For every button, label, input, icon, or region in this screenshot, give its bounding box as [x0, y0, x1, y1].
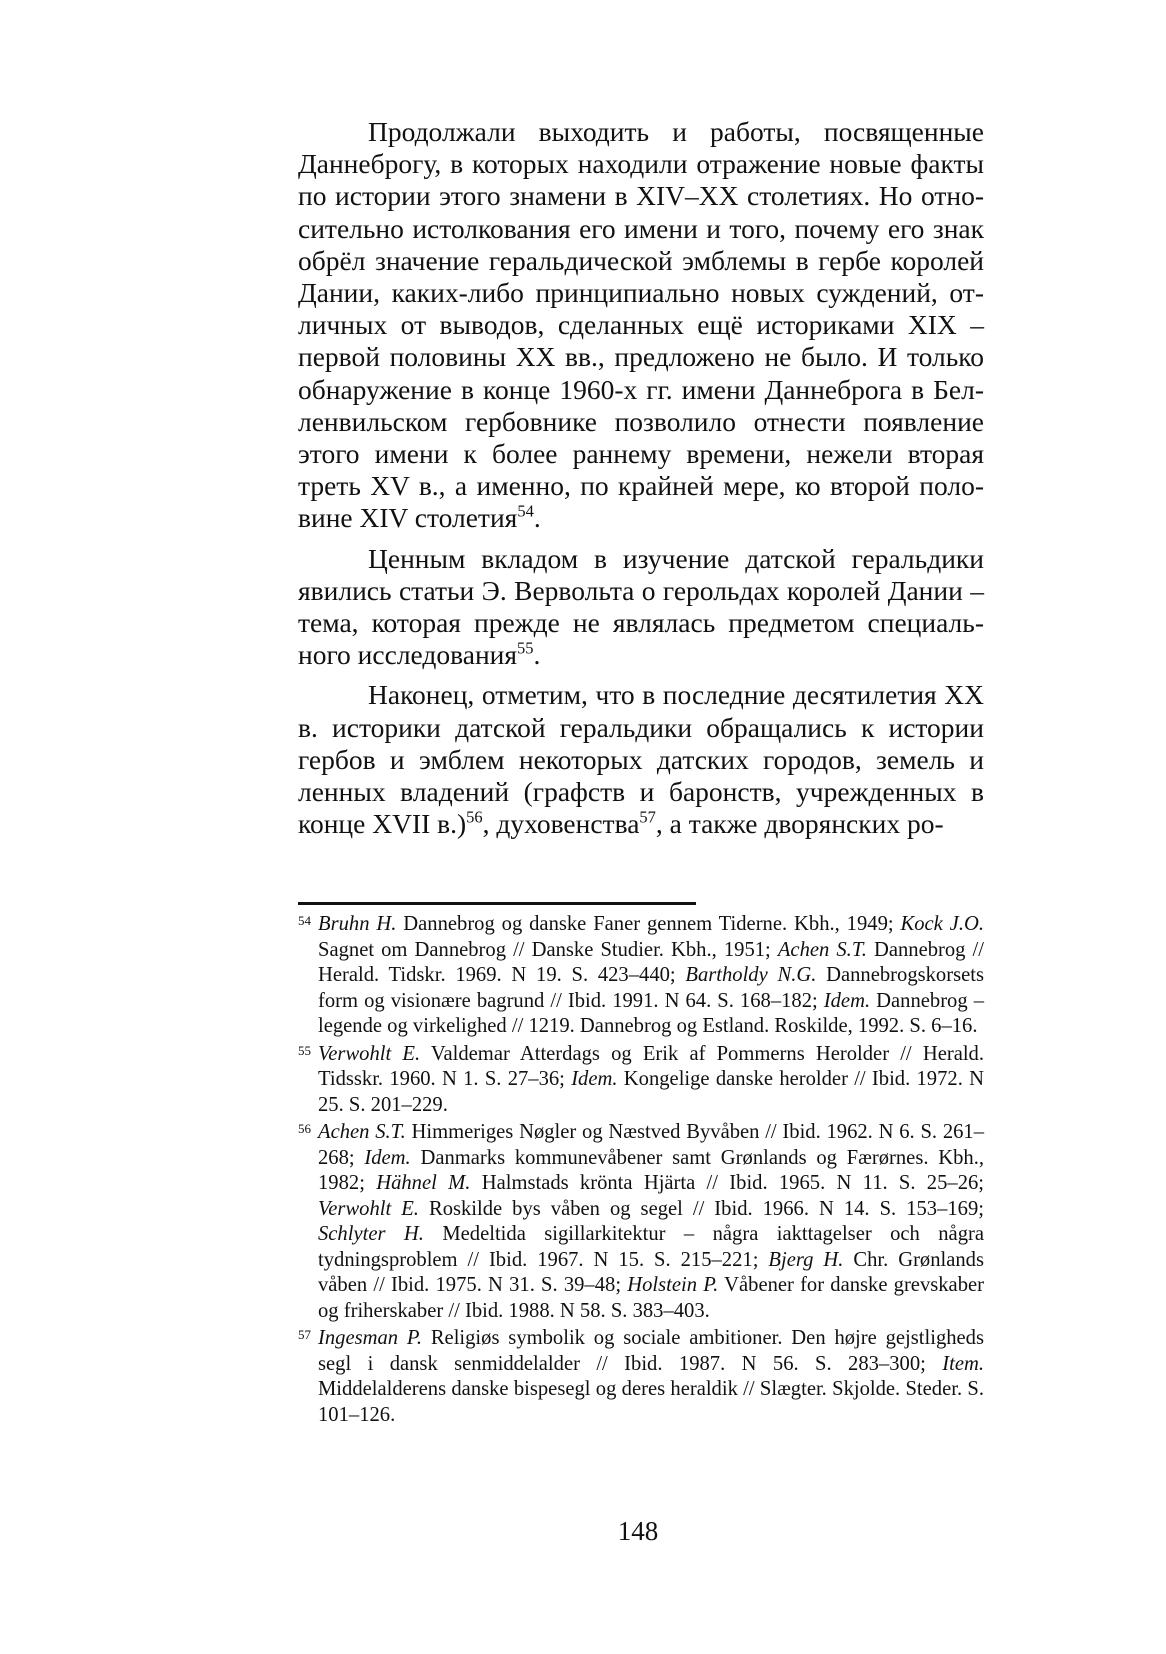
footnote-author: Verwohlt E.: [318, 1197, 419, 1220]
paragraph: [298, 543, 984, 672]
footnote: [298, 1120, 984, 1324]
footnote-text: Chr. Grønlands våben // Ibid. 1975. N 31. S. 39–48;: [318, 1248, 984, 1296]
paragraph-text: , а также дворянских ро-: [655, 808, 944, 840]
footnote-reference: 55: [517, 638, 534, 658]
footnote: [298, 1042, 984, 1119]
paragraph: [298, 116, 984, 535]
footnote-text: Dannebrog og danske Faner gennem Tiderne. Kbh., 1949;: [396, 913, 901, 935]
footnote-author: Item.: [942, 1352, 984, 1375]
footnote-number: 57: [298, 1327, 311, 1342]
footnote-text: Kongelige danske herolder // Ibid. 1972. N 25. S. 201–229.: [318, 1068, 984, 1116]
footnote-author: Idem.: [571, 1068, 618, 1090]
footnote-author: Achen S.T.: [318, 1121, 406, 1143]
footnote-author: Kock J.O.: [900, 913, 984, 935]
footnote-text: Sagnet om Dannebrog // Danske Studier. Kbh., 1951;: [318, 938, 778, 961]
footnote-reference: 54: [517, 501, 534, 521]
footnote-author: Bjerg H.: [768, 1248, 844, 1271]
footnote-text: Valdemar Atterdags og Erik af Pommerns Herolder // Herald. Tidsskr. 1960. N 1. S. 27–36;: [318, 1042, 984, 1090]
footnote-number: 56: [298, 1121, 311, 1136]
paragraph-text: Наконец, отметим, что в последние десятилетия XX в. историки датской геральдики обращались к истории гербов и эмблем некоторых датских городов, земель и ленных владений (графств и баронств, учрежденных в конце XVII в.): [298, 679, 984, 840]
footnote-text: Dannebrog // Herald. Tidskr. 1969. N 19. S. 423–440;: [318, 938, 984, 986]
footnote-reference: 56: [466, 807, 483, 827]
footnote: [298, 1326, 984, 1428]
footnote-text: Danmarks kommunevåbener samt Grønlands og Færørnes. Kbh., 1982;: [318, 1146, 984, 1194]
footnote-author: Hähnel M.: [376, 1172, 471, 1194]
paragraph: [298, 679, 984, 840]
footnote-number: 55: [298, 1042, 311, 1058]
footnote-text: Våbener for danske grevskaber og friherskaber // Ibid. 1988. N 58. S. 383–403.: [318, 1274, 984, 1322]
footnote-number: 54: [298, 913, 311, 928]
paragraph-text: .: [533, 502, 541, 534]
footnote-author: Idem.: [823, 989, 871, 1012]
footnote-text: Religiøs symbolik og sociale ambitioner. Den højre gejstligheds segl i dansk senmiddelalder // Ibid. 1987. N 56. S. 283–300;: [318, 1327, 984, 1375]
footnote-text: Medeltida sigillarkitektur – några iakttagelser och några tydningsproblem // Ibid. 1967. N 15. S. 215–221;: [318, 1223, 984, 1271]
footnote-author: Verwohlt E.: [318, 1042, 421, 1065]
footnote-separator: [298, 902, 696, 905]
footnote-author: Schlyter H.: [318, 1223, 424, 1245]
footnote: [298, 912, 984, 1040]
footnotes: [298, 912, 984, 1430]
footnote-text: Middelalderens danske bispesegl og deres heraldik // Slægter. Skjolde. Steder. S. 101–126.: [318, 1378, 984, 1426]
footnote-text: Roskilde bys våben og segel // Ibid. 1966. N 14. S. 153–169;: [418, 1197, 984, 1220]
footnote-reference: 57: [639, 807, 656, 827]
main-text: [298, 116, 984, 848]
footnote-text: Dannebrog – legende og virkelighed // 1219. Dannebrog og Estland. Roskilde, 1992. S. 6–16.: [318, 989, 984, 1037]
paragraph-text: , духовенства: [482, 808, 640, 840]
footnote-author: Bruhn H.: [318, 913, 397, 935]
paragraph-text: .: [533, 639, 541, 671]
footnote-text: Dannebrogskorsets form og visionære bagrund // Ibid. 1991. N 64. S. 168–182;: [318, 964, 984, 1012]
footnote-author: Holstein P.: [627, 1274, 719, 1296]
footnote-author: Achen S.T.: [777, 938, 867, 961]
footnote-author: Bartholdy N.G.: [685, 964, 817, 986]
paragraph-text: Продолжали выходить и работы, посвященные Даннеброгу, в которых находили отражение новые факты по истории этого знамени в XIV–XX столетиях. Но относительно истолкования его имени и того, почему его знак обрёл значение геральдической эмблемы в гербе королей Дании, каких-либо принципиально новых суждений, отличных от выводов, сделанных ещё историками XIX – первой половины XX вв., предложено не было. И только обнаружение в конце 1960-х гг. имени Даннеброга в Белленвильском гербовнике позволило отнести появление этого имени к более раннему времени, нежели вторая треть XV в., а именно, по крайней мере, ко второй половине XIV столетия: [298, 116, 984, 534]
footnote-author: Idem.: [364, 1146, 411, 1169]
paragraph-text: Ценным вкладом в изучение датской геральдики явились статьи Э. Вервольта о герольдах королей Дании – тема, которая прежде не являлась предметом специального исследования: [298, 542, 984, 671]
footnote-text: Himmeriges Nøgler og Næstved Byvåben // Ibid. 1962. N 6. S. 261–268;: [318, 1121, 985, 1169]
page-number: 148: [617, 1516, 659, 1546]
footnote-author: Ingesman P.: [318, 1327, 422, 1349]
footnote-text: Halmstads krönta Hjärta // Ibid. 1965. N 11. S. 25–26;: [470, 1172, 985, 1194]
